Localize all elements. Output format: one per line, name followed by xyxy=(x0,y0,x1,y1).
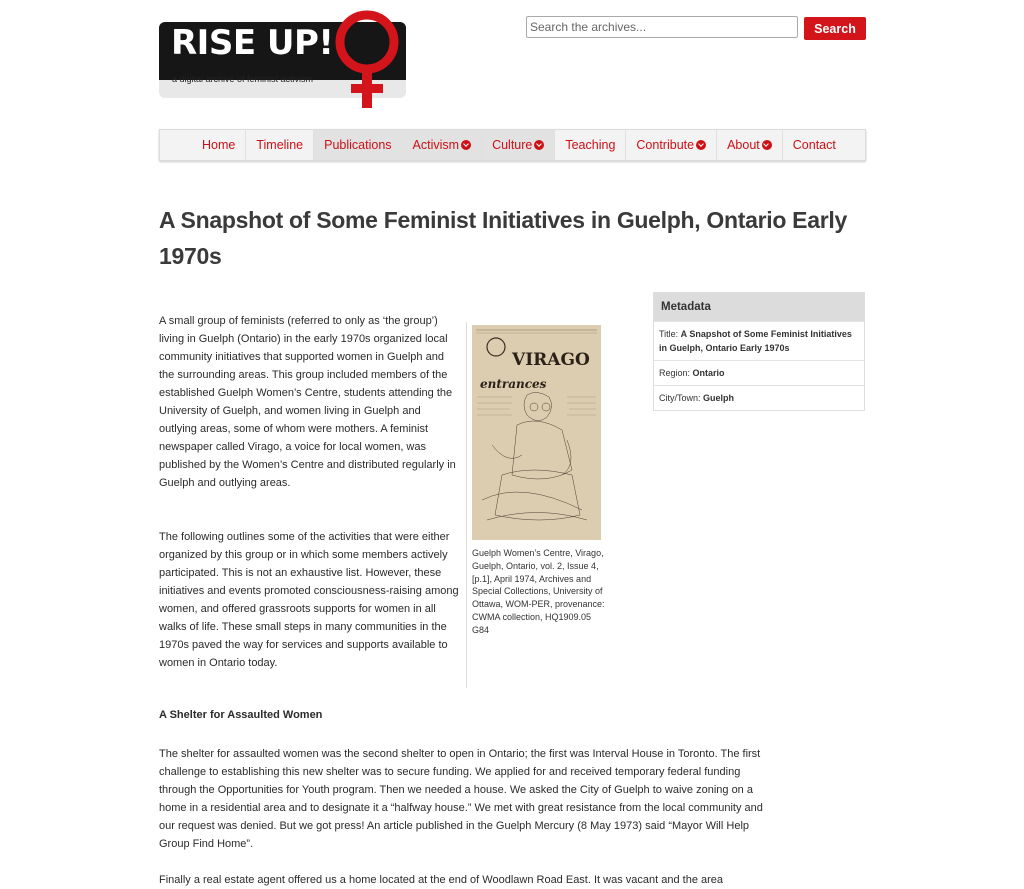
search-input[interactable] xyxy=(526,16,798,38)
nav-home-label: Home xyxy=(202,138,236,152)
nav-contribute[interactable] xyxy=(626,130,717,160)
site-logo[interactable] xyxy=(159,10,409,110)
metadata-city-value[interactable]: Guelph xyxy=(703,393,735,403)
metadata-region-label: Region: xyxy=(659,368,693,378)
nav-culture[interactable] xyxy=(482,130,555,160)
metadata-heading: Metadata xyxy=(654,293,864,321)
metadata-region-row xyxy=(654,360,864,385)
feminist-fist-icon xyxy=(331,8,409,112)
metadata-panel xyxy=(653,292,865,411)
nav-home[interactable] xyxy=(192,130,246,160)
logo-title: RISE UP! xyxy=(171,23,334,63)
metadata-region-value[interactable]: Ontario xyxy=(692,368,725,378)
figure-caption: Guelph Women’s Centre, Virago, Guelph, Ontario, vol. 2, Issue 4, [p.1], April 1974, Archives and Special Collections, University of Ottawa, WOM-PER, provenance: CWMA collection, HQ1909.05 G84 xyxy=(472,548,605,635)
metadata-title-label: Title: xyxy=(659,329,681,339)
nav-activism[interactable] xyxy=(403,130,483,160)
article-paragraph-3: The shelter for assaulted women was the second shelter to open in Ontario; the first was Interval House in Toronto. The first challenge to establishing this new shelter was to secure funding. We applied for and received temporary federal funding through the Opportunities for Youth program. Then we needed a house. We asked the City of Guelph to waive zoning on a home in a residential area and to designate it a “halfway house.” We met with great resistance from the local community and our request was denied. But we got press! An article published in the Guelph Mercury (8 May 1973) said “Mayor Will Help Group Find Home”. xyxy=(159,748,763,850)
main-navigation xyxy=(159,129,866,161)
virago-cover-image[interactable] xyxy=(472,325,601,540)
chevron-down-icon xyxy=(534,140,544,150)
virago-subtitle: entrances xyxy=(480,377,547,391)
nav-activism-label: Activism xyxy=(412,138,460,152)
chevron-down-icon xyxy=(696,140,706,150)
nav-contribute-label: Contribute xyxy=(636,138,695,152)
nav-contact-label: Contact xyxy=(792,138,836,152)
article-paragraph-1: A small group of feminists (referred to only as ‘the group’) living in Guelph (Ontario) in the early 1970s organized local community initiatives that supported women in Guelph and the surrounding areas. This group included members of the established Guelph Women’s Centre, students attending the University of Guelph, and women living in Guelph and outlying areas, some of whom were mothers. A feminist newspaper called Virago, a voice for local women, was published by the Women’s Centre and distributed regularly in Guelph and outlying areas. xyxy=(159,315,456,489)
nav-contact[interactable] xyxy=(783,130,846,160)
metadata-city-label: City/Town: xyxy=(659,393,704,403)
metadata-city-row xyxy=(654,385,864,410)
nav-publications[interactable] xyxy=(314,130,402,160)
section-heading: A Shelter for Assaulted Women xyxy=(159,709,323,721)
metadata-title-row xyxy=(654,321,864,360)
nav-teaching[interactable] xyxy=(555,130,626,160)
chevron-down-icon xyxy=(762,140,772,150)
article-paragraph-2: The following outlines some of the activities that were either organized by this group or in which some members actively participated. This is not an exhaustive list. However, these initiatives and events promoted consciousness-raising among women, and offered grassroots supports for women in all walks of life. These small steps in many communities in the 1970s paved the way for services and supports available to women in Ontario today. xyxy=(159,531,459,669)
nav-culture-label: Culture xyxy=(492,138,533,152)
nav-publications-label: Publications xyxy=(324,138,392,152)
nav-timeline-label: Timeline xyxy=(256,138,304,152)
article-paragraph-4: Finally a real estate agent offered us a home located at the end of Woodlawn Road East. It was vacant and the area xyxy=(159,874,724,886)
nav-timeline[interactable] xyxy=(246,130,314,160)
logo-tagline: a digital archive of feminist activism xyxy=(172,74,314,84)
nav-about[interactable] xyxy=(717,130,783,160)
page-title: A Snapshot of Some Feminist Initiatives in Guelph, Ontario Early 1970s xyxy=(159,207,847,269)
search-button[interactable]: Search xyxy=(804,17,866,40)
newspaper-cover-illustration xyxy=(472,325,601,540)
nav-about-label: About xyxy=(727,138,760,152)
nav-teaching-label: Teaching xyxy=(565,138,616,152)
metadata-title-value: A Snapshot of Some Feminist Initiatives in Guelph, Ontario Early 1970s xyxy=(659,329,852,353)
chevron-down-icon xyxy=(461,140,471,150)
article-figure xyxy=(466,322,607,688)
virago-masthead: VIRAGO xyxy=(512,350,590,370)
